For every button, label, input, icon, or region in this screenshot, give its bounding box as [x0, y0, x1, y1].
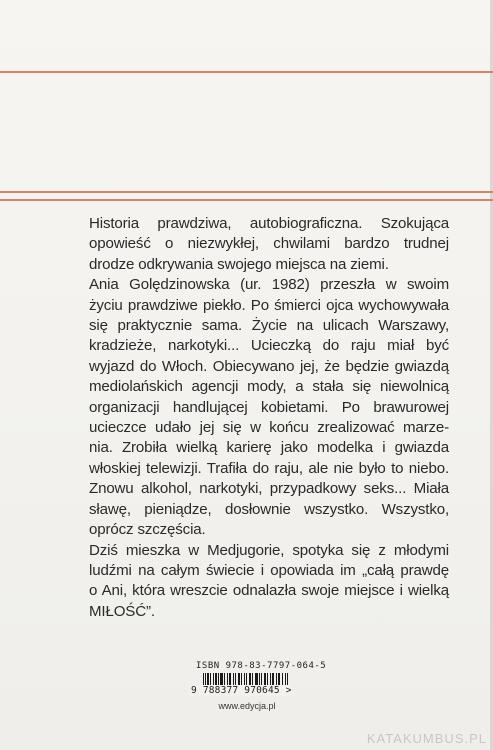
blurb-line: Ania Golędzinowska (ur. 1982) przeszła w swoim [89, 276, 449, 294]
blurb-line: wyjazd do Włoch. Obiecywano jej, że będzie gwiazdą [89, 357, 449, 375]
blurb-line: oprócz szczęścia. [89, 521, 206, 539]
publisher-website: www.edycja.pl [218, 701, 276, 711]
blurb-line: organizacji handlującej kobietami. Po brawurowej [89, 398, 449, 416]
barcode-number: 9 788377 970645 > [191, 685, 292, 696]
blurb-line: MIŁOŚĆ”. [89, 602, 155, 620]
blurb-line: sławę, pieniądze, dosłownie wszystko. Wszystko, [89, 500, 449, 518]
blurb-line: ucieczce udało jej się w końcu zrealizować marze- [89, 419, 449, 437]
blurb-paragraph-1 [89, 214, 449, 275]
blurb-line: kradzieże, narkotyki... Ucieczką do raju miał być [89, 337, 449, 355]
blurb-line: włoskiej telewizji. Trafiła do raju, ale nie było to niebo. [89, 459, 449, 477]
barcode-digits [191, 685, 303, 697]
blurb-line: mediolańskich agencji mody, a stała się niewolnicą [89, 378, 449, 396]
blurb-line: o Ani, która wreszcie odnalazła swoje miejsce i wielką [89, 582, 449, 600]
blurb-line: nia. Zrobiła wielką karierę jako modelka i gwiazda [89, 439, 449, 457]
middle-rule-upper [0, 191, 493, 193]
blurb-line: Historia prawdziwa, autobiograficzna. Szokująca [89, 215, 449, 232]
blurb-line: Znowu alkohol, narkotyki, przypadkowy seks... Miała [89, 480, 449, 498]
blurb-line: Dziś mieszka w Medjugorie, spotyka się z młodymi [89, 541, 449, 559]
blurb-line: opowieść o niezwykłej, chwilami bardzo trudnej [89, 235, 449, 253]
middle-rule-lower [0, 199, 493, 201]
blurb-line: się praktycznie sama. Życie na ulicach Warszawy, [89, 317, 449, 335]
blurb-line: ludźmi na całym świecie i opowiada im „całą prawdę [89, 561, 449, 579]
isbn-label: ISBN 978-83-7797-064-5 [196, 661, 327, 671]
blurb-paragraph-3 [89, 541, 449, 623]
book-description [89, 214, 449, 622]
top-rule [0, 71, 493, 73]
watermark: KATAKUMBUS.PL [366, 731, 487, 746]
blurb-line: życiu prawdziwe piekło. Po śmierci ojca wychowywała [89, 296, 449, 314]
blurb-paragraph-2 [89, 275, 449, 540]
blurb-line: drodze odkrywania swojego miejsca na ziemi. [89, 255, 389, 273]
